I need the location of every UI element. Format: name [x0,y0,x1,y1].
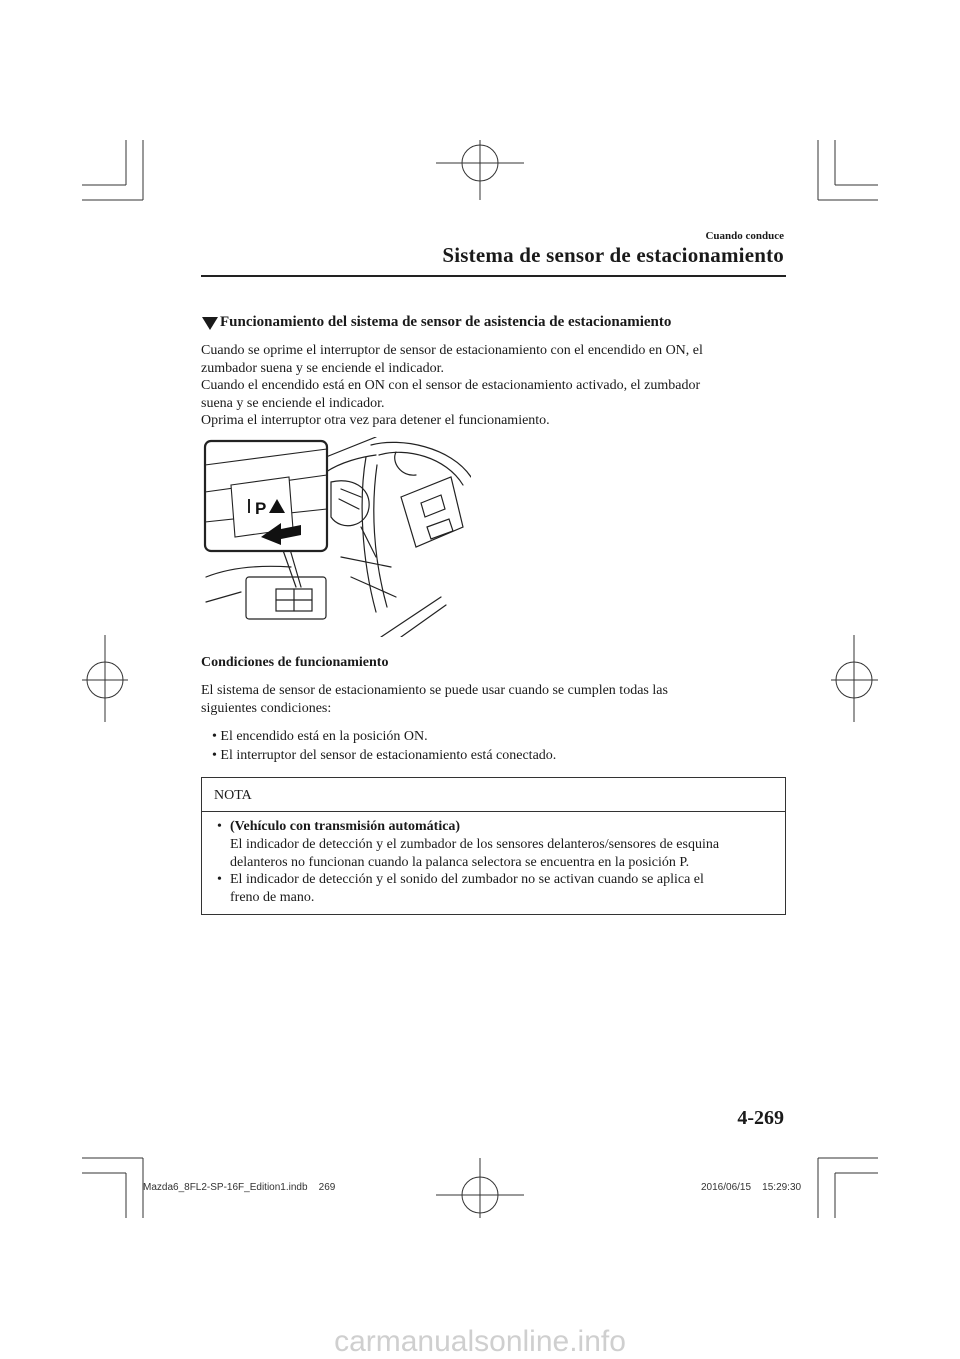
note-title: NOTA [214,788,252,803]
switch-label: P [255,499,267,518]
list-item: • El interruptor del sensor de estacionamiento está conectado. [212,748,557,763]
note-list [214,818,784,907]
header-rule [201,275,786,277]
parking-sensor-switch-illustration [201,437,471,637]
paragraph-line: Cuando se oprime el interruptor de sensor de estacionamiento con el encendido en ON, el [201,343,703,358]
triangle-down-icon [202,317,218,330]
paragraph-line: Cuando el encendido está en ON con el sensor de estacionamiento activado, el zumbador [201,378,701,394]
bullet-icon: • [217,872,222,888]
footer-timestamp: 2016/06/15 15:29:30 [701,1182,802,1193]
note-line: delanteros no funcionan cuando la palanca selectora se encuentra en la posición P. [230,854,690,870]
note-item [214,818,784,871]
section-heading-text: Funcionamiento del sistema de sensor de asistencia de estacionamiento [220,314,672,330]
watermark-text: carmanualsonline.info [334,1325,626,1358]
conditions-list [212,727,556,765]
bullet-icon: • [217,819,222,834]
paragraph-line: Oprima el interruptor otra vez para detener el funcionamiento. [201,413,550,429]
note-item [214,871,784,907]
intro-paragraph [201,342,791,430]
note-line: freno de mano. [230,890,315,906]
paragraph-line: suena y se enciende el indicador. [201,395,385,411]
header-section-label: Cuando conduce [705,230,784,242]
paragraph-line: zumbador suena y se enciende el indicador. [201,360,444,376]
note-box [201,777,786,915]
page-number: 4-269 [737,1107,784,1129]
page-title: Sistema de sensor de estacionamiento [442,243,784,267]
conditions-intro [201,682,791,717]
paragraph-line: El sistema de sensor de estacionamiento se puede usar cuando se cumplen todas las [201,683,668,698]
section-heading [202,314,671,331]
note-line: El indicador de detección y el zumbador de los sensores delanteros/sensores de esquina [230,836,720,852]
note-line: El indicador de detección y el sonido del zumbador no se activan cuando se aplica el [230,872,704,888]
footer-file: Mazda6_8FL2-SP-16F_Edition1.indb 269 [143,1182,336,1193]
paragraph-line: siguientes condiciones: [201,700,332,716]
note-item-heading: (Vehículo con transmisión automática) [230,819,461,834]
note-divider [202,811,785,812]
conditions-heading: Condiciones de funcionamiento [201,655,389,670]
list-item: • El encendido está en la posición ON. [212,729,428,744]
